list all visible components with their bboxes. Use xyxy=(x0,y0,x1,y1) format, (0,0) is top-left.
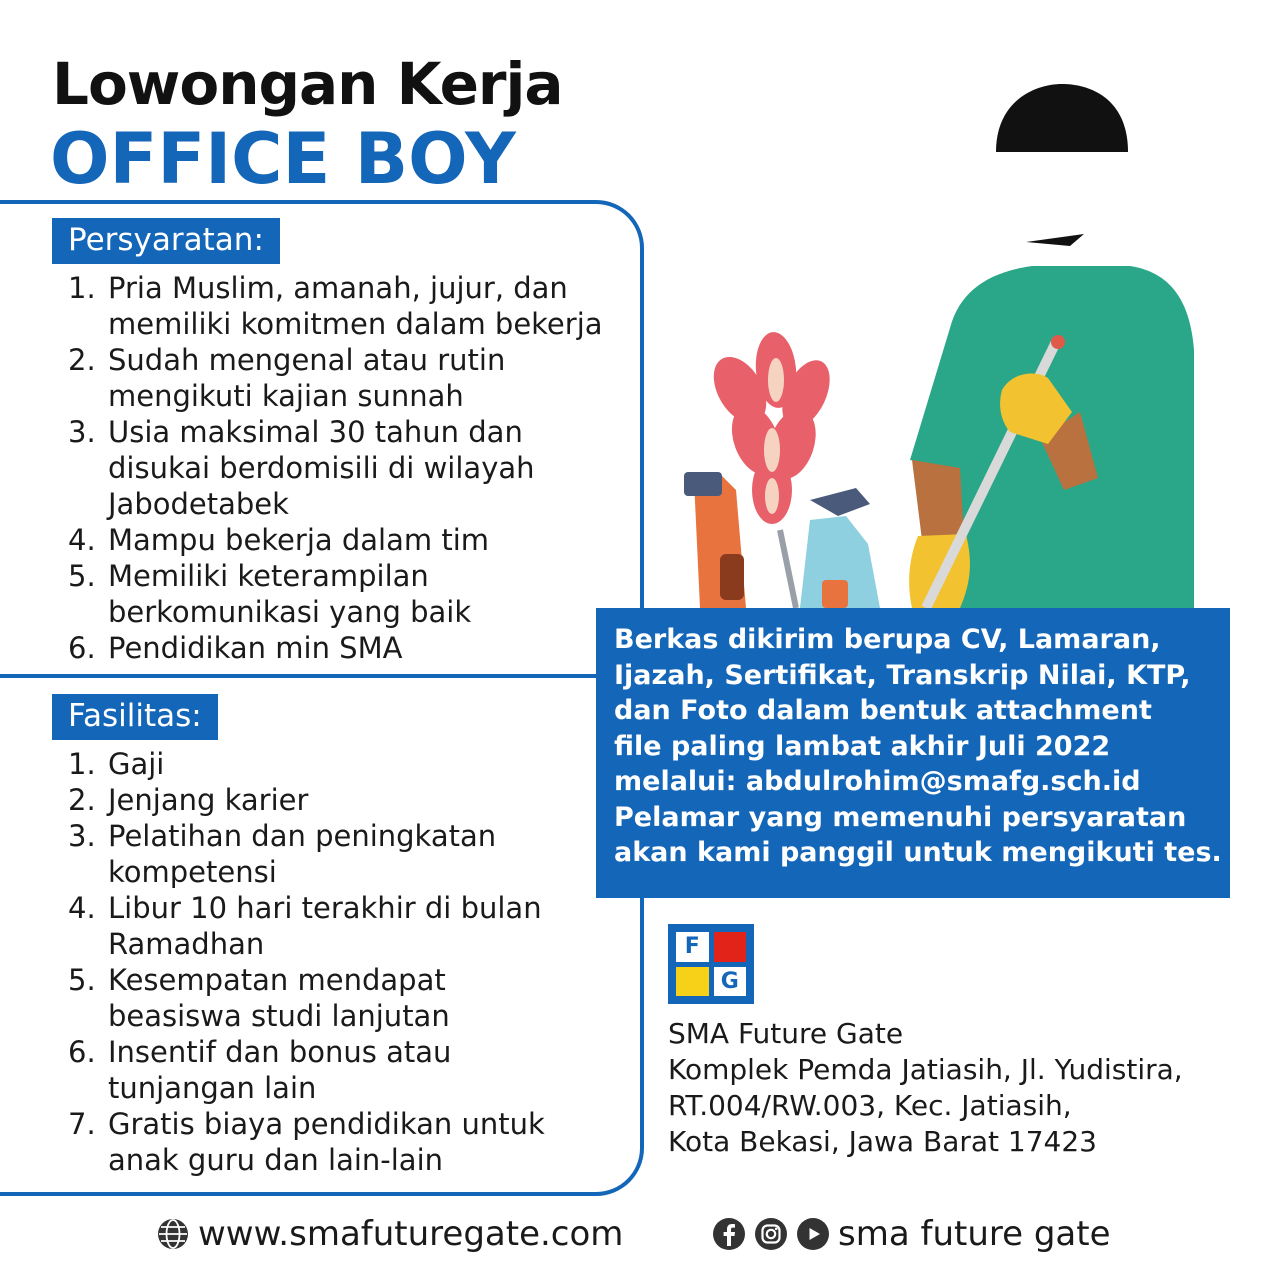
list-item-number: 1. xyxy=(68,271,96,305)
office-boy-illustration xyxy=(660,60,1240,620)
info-line: akan kami panggil untuk mengikuti tes. xyxy=(614,837,1222,868)
list-item-number: 3. xyxy=(68,415,96,449)
logo-yellow-square xyxy=(676,967,709,997)
list-item-number: 1. xyxy=(68,747,96,781)
list-item xyxy=(68,522,638,558)
list-item-number: 7. xyxy=(68,1107,96,1141)
spray-head xyxy=(684,472,722,496)
facebook-icon[interactable] xyxy=(712,1217,746,1251)
list-item-text: Mampu bekerja dalam tim xyxy=(108,523,490,557)
instagram-icon[interactable] xyxy=(754,1217,788,1251)
list-item xyxy=(68,270,638,342)
website-link[interactable] xyxy=(156,1214,623,1254)
website-url[interactable]: www.smafuturegate.com xyxy=(198,1214,624,1254)
list-item-text: Insentif dan bonus atau tunjangan lain xyxy=(108,1035,452,1105)
list-item-number: 6. xyxy=(68,1035,96,1069)
list-item xyxy=(68,630,638,666)
youtube-icon[interactable] xyxy=(796,1217,830,1251)
title-line-2: OFFICE BOY xyxy=(50,118,516,200)
list-item-number: 4. xyxy=(68,891,96,925)
list-item-text: Libur 10 hari terakhir di bulan Ramadhan xyxy=(108,891,542,961)
list-item-text: Sudah mengenal atau rutin mengikuti kajian sunnah xyxy=(108,343,506,413)
list-item-text: Pendidikan min SMA xyxy=(108,631,403,665)
list-item-text: Kesempatan mendapat beasiswa studi lanjutan xyxy=(108,963,450,1033)
list-item xyxy=(68,782,628,818)
address-line: Komplek Pemda Jatiasih, Jl. Yudistira, xyxy=(668,1053,1183,1086)
info-line: Berkas dikirim berupa CV, Lamaran, xyxy=(614,624,1161,655)
info-line: dan Foto dalam bentuk attachment xyxy=(614,695,1152,726)
list-item xyxy=(68,890,628,962)
logo-red-square xyxy=(714,932,747,962)
globe-icon xyxy=(156,1217,190,1251)
info-line-email: melalui: abdulrohim@smafg.sch.id xyxy=(614,766,1141,797)
list-item-number: 2. xyxy=(68,343,96,377)
school-address xyxy=(668,1016,1183,1160)
list-item-text: Gaji xyxy=(108,747,165,781)
list-item-number: 2. xyxy=(68,783,96,817)
logo-letter-f: F xyxy=(676,932,709,962)
spray-nozzle xyxy=(810,488,870,516)
list-item-text: Usia maksimal 30 tahun dan disukai berdomisili di wilayah Jabodetabek xyxy=(108,415,535,521)
duster-handle xyxy=(780,530,796,608)
bottle-label xyxy=(720,554,744,600)
address-line: Kota Bekasi, Jawa Barat 17423 xyxy=(668,1125,1097,1158)
list-item xyxy=(68,342,638,414)
list-item-text: Gratis biaya pendidikan untuk anak guru dan lain-lain xyxy=(108,1107,545,1177)
list-item-number: 3. xyxy=(68,819,96,853)
title-line-1: Lowongan Kerja xyxy=(52,50,563,118)
list-item-number: 5. xyxy=(68,559,96,593)
info-line: file paling lambat akhir Juli 2022 xyxy=(614,730,1111,762)
left-arm xyxy=(912,460,964,540)
mop-tip xyxy=(1051,335,1065,349)
list-item-text: Jenjang karier xyxy=(108,783,309,817)
list-item xyxy=(68,818,628,890)
list-item xyxy=(68,1034,628,1106)
list-item-number: 4. xyxy=(68,523,96,557)
list-item-text: Pria Muslim, amanah, jujur, dan memiliki komitmen dalam bekerja xyxy=(108,271,603,341)
mouth-mark xyxy=(1026,234,1084,246)
list-item-text: Memiliki keterampilan berkomunikasi yang baik xyxy=(108,559,472,629)
list-item-text: Pelatihan dan peningkatan kompetensi xyxy=(108,819,497,889)
facilities-list xyxy=(68,746,628,1178)
logo-letter-g: G xyxy=(714,967,747,997)
address-line: RT.004/RW.003, Kec. Jatiasih, xyxy=(668,1089,1072,1122)
social-handle[interactable] xyxy=(712,1214,1111,1254)
submission-info-box xyxy=(596,608,1230,898)
list-item xyxy=(68,414,638,522)
cap-icon xyxy=(996,84,1128,152)
info-line: Pelamar yang memenuhi persyaratan xyxy=(614,801,1187,833)
list-item xyxy=(68,558,638,630)
requirements-label: Persyaratan: xyxy=(52,218,280,264)
school-logo xyxy=(668,924,754,1004)
list-item-number: 6. xyxy=(68,631,96,665)
facilities-label: Fasilitas: xyxy=(52,694,218,740)
requirements-list xyxy=(68,270,638,666)
school-name: SMA Future Gate xyxy=(668,1017,904,1050)
list-item xyxy=(68,962,628,1034)
list-item xyxy=(68,746,628,782)
bottle-label-blue xyxy=(822,580,848,608)
info-line: Ijazah, Sertifikat, Transkrip Nilai, KTP, xyxy=(614,659,1191,691)
list-item xyxy=(68,1106,628,1178)
social-handle-text[interactable]: sma future gate xyxy=(838,1214,1111,1254)
list-item-number: 5. xyxy=(68,963,96,997)
